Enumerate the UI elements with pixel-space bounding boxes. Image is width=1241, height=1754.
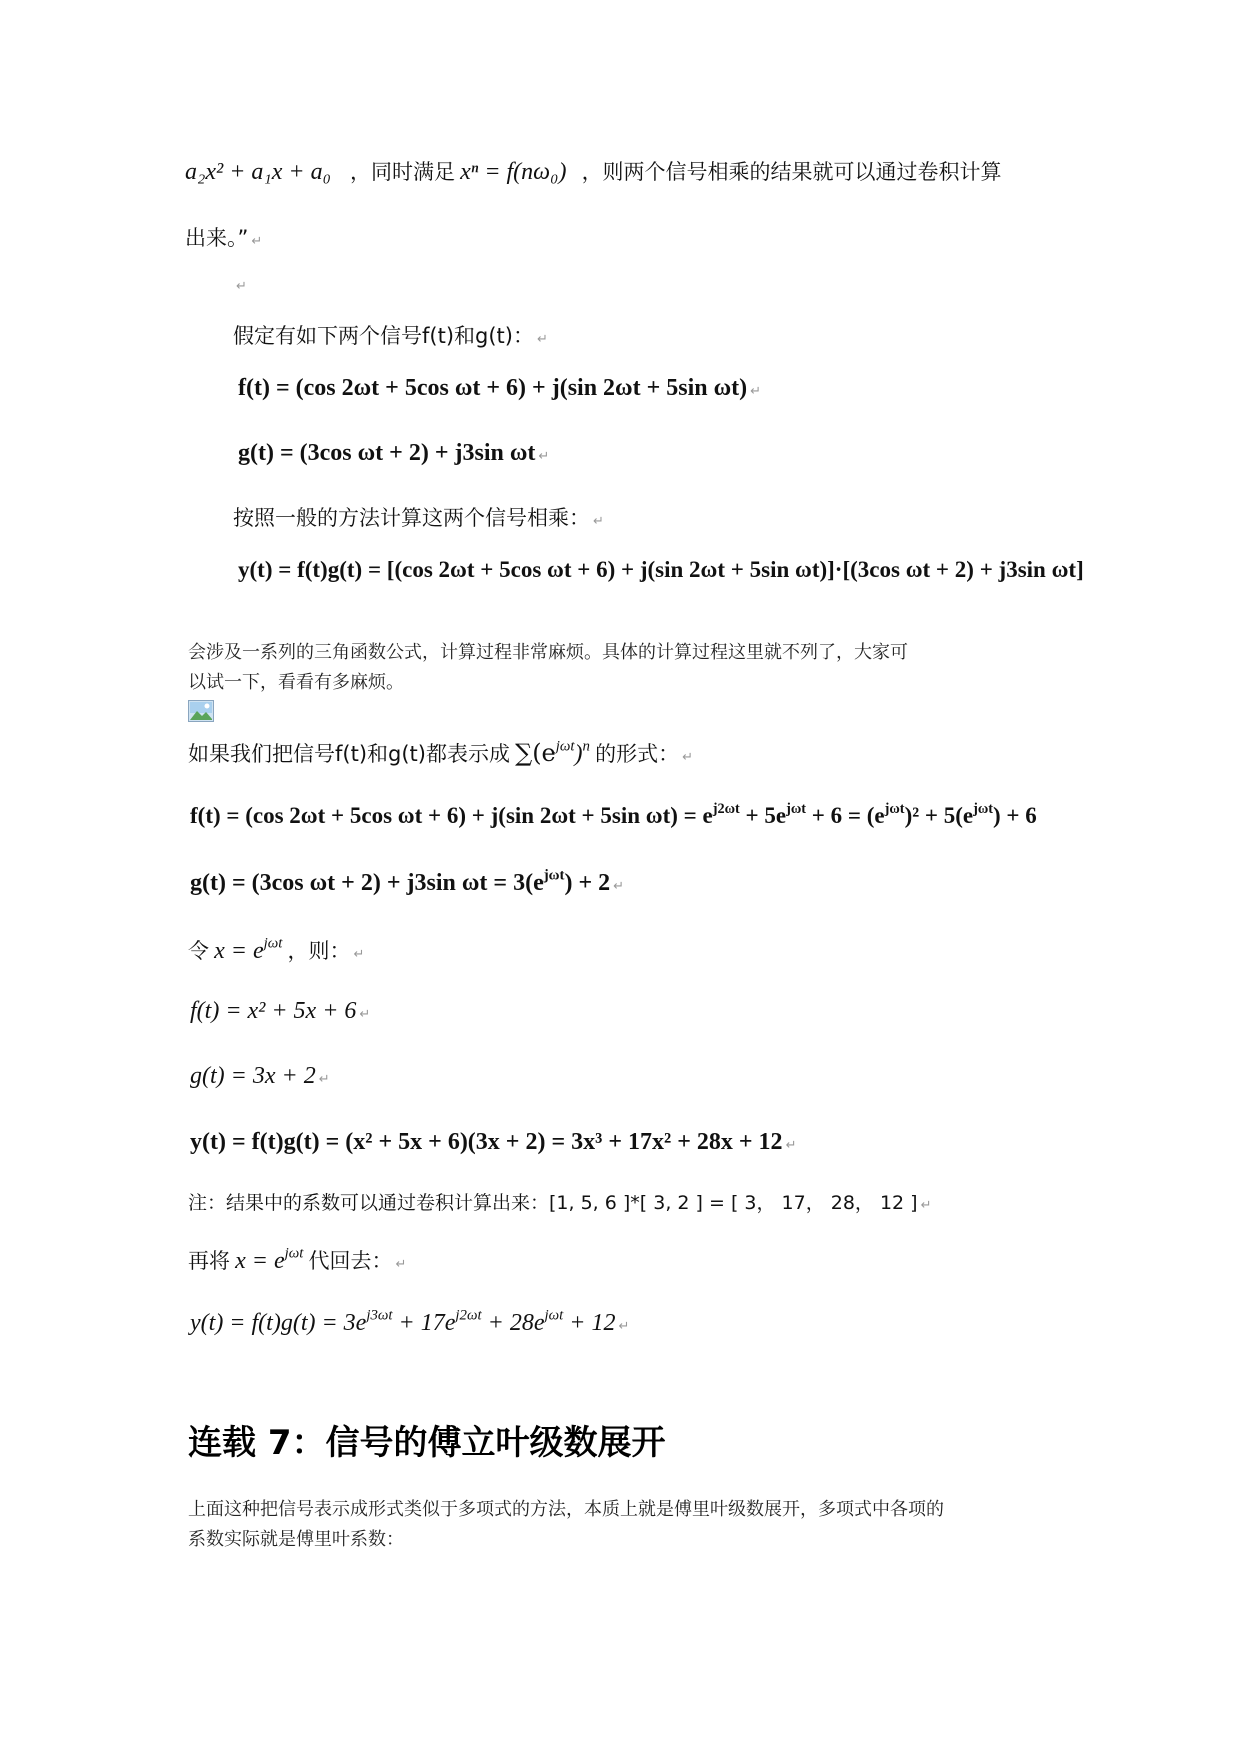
top-tail-text: ，则两个信号相乘的结果就可以通过卷积计算 — [581, 160, 1002, 184]
poly-expression: a₂x² + a₁x + a₀ — [185, 159, 331, 185]
paragraph-2-line-1: 上面这种把信号表示成形式类似于多项式的方法，本质上就是傅里叶级数展开，多项式中各项的 — [188, 1499, 944, 1520]
paragraph-mark: ↵ — [236, 279, 247, 294]
paragraph-mark: ↵ — [593, 514, 604, 529]
intro-line — [233, 320, 548, 350]
g-definition-formula: g(t) = (3cos ωt + 2) + j3sin ωt — [238, 440, 536, 466]
g-polynomial — [190, 1063, 330, 1090]
rewrite-before: 如果我们把信号f(t)和g(t)都表示成 — [188, 742, 510, 766]
method-line — [233, 502, 604, 532]
paragraph-2 — [188, 1495, 944, 1555]
paragraph-mark: ↵ — [785, 1138, 797, 1153]
top-line — [185, 156, 1002, 186]
sum-power: n — [582, 738, 590, 755]
g-exponential-formula: g(t) = (3cos ωt + 2) + j3sin $\omega t = 3(e^{j\omega t}) + 2$ — [190, 867, 611, 896]
f-polynomial-formula: f(t) = x² + 5x + 6 — [190, 998, 357, 1024]
paragraph-mark: ↵ — [251, 234, 263, 249]
empty-paragraph — [233, 275, 247, 294]
sum-exponent: jωt — [555, 738, 575, 755]
g-polynomial-formula: g(t) = 3x + 2 — [190, 1063, 316, 1089]
method-text: 按照一般的方法计算这两个信号相乘： — [233, 506, 590, 530]
substitute-prefix: 再将 — [188, 1249, 230, 1273]
top-line-2 — [185, 222, 262, 252]
y-definition-formula: y(t) = f(t)g(t) = [(cos 2ωt + 5cos ωt + 6) + j(sin 2ωt + 5sin ωt)]·[(3cos ωt + 2) + j3sin ωt] — [238, 557, 1084, 582]
substitute-expression — [235, 1245, 304, 1274]
substitute-exponent: jωt — [284, 1245, 304, 1262]
paragraph-mark: ↵ — [353, 947, 365, 962]
g-definition — [238, 440, 549, 467]
substitute-line — [188, 1245, 406, 1275]
f-exponential — [190, 803, 1037, 829]
paragraph-mark: ↵ — [318, 1072, 330, 1087]
f-definition-formula: f(t) = (cos 2ωt + 5cos ωt + 6) + j(sin 2ωt + 5sin ωt) — [238, 375, 748, 401]
rewrite-after: 的形式： — [595, 742, 680, 766]
paragraph-mark: ↵ — [538, 449, 550, 464]
substitute-suffix: 代回去： — [308, 1249, 393, 1273]
section-heading — [188, 1415, 666, 1464]
sum-base: ∑(e — [515, 739, 556, 767]
rewrite-line — [188, 738, 693, 768]
y-final — [190, 1307, 630, 1337]
sum-expression — [515, 738, 590, 767]
paragraph-mark: ↵ — [395, 1257, 407, 1272]
paragraph-2-line-2: 系数实际就是傅里叶系数： — [188, 1529, 404, 1550]
let-line — [188, 935, 364, 965]
y-polynomial — [190, 1129, 796, 1156]
top-line-2-text: 出来。” — [185, 226, 249, 250]
f-definition — [238, 375, 761, 402]
f-polynomial — [190, 998, 370, 1025]
f-exponential-formula: f(t) = (cos 2ωt + 5cos ωt + 6) + j(sin 2ωt + 5sin $\omega t) = e^{j2\omega t} + 5e^{j\omega t} + 6 = (e^{j\omega t})^2 + 5(e^{j\omega t}) + 6$ — [190, 801, 1037, 828]
let-prefix: 令 — [188, 939, 209, 963]
intro-text: 假定有如下两个信号f(t)和g(t)： — [233, 324, 534, 348]
sum-close: ) — [574, 741, 583, 767]
y-final-formula: $y(t) = f(t)g(t) = 3e^{j3\omega t} + 17e^{j2\omega t} + 28e^{j\omega t} + 12$ — [190, 1307, 616, 1336]
top-mid-text: ，同时满足 — [350, 160, 456, 184]
section-heading-text: 连载 7：信号的傅立叶级数展开 — [188, 1423, 666, 1463]
y-polynomial-formula: y(t) = f(t)g(t) = (x² + 5x + 6)(3x + 2) = 3x³ + 17x² + 28x + 12 — [190, 1129, 783, 1155]
let-base: x = e — [214, 938, 264, 964]
let-expression — [214, 935, 283, 964]
g-exponential — [190, 867, 625, 897]
y-definition — [238, 557, 1084, 583]
note-line — [188, 1188, 932, 1215]
paragraph-1-line-1: 会涉及一系列的三角函数公式，计算过程非常麻烦。具体的计算过程这里就不列了，大家可 — [188, 642, 908, 663]
let-exponent: jωt — [263, 935, 283, 952]
substitute-base: x = e — [235, 1248, 285, 1274]
paragraph-mark: ↵ — [613, 879, 625, 894]
paragraph-mark: ↵ — [359, 1007, 371, 1022]
paragraph-mark: ↵ — [536, 332, 548, 347]
paragraph-mark: ↵ — [618, 1319, 630, 1334]
paragraph-mark: ↵ — [750, 384, 762, 399]
paragraph-mark: ↵ — [920, 1198, 932, 1213]
paragraph-1 — [188, 638, 908, 698]
picture-placeholder-icon — [188, 700, 214, 722]
note-text: 注：结果中的系数可以通过卷积计算出来：[1, 5, 6 ]*[ 3, 2 ] = [ 3， 17， 28， 12 ] — [188, 1192, 918, 1214]
paragraph-1-line-2: 以试一下，看看有多麻烦。 — [188, 672, 404, 693]
paragraph-mark: ↵ — [682, 750, 693, 765]
let-suffix: ，则： — [287, 939, 351, 963]
condition-expression: xⁿ = f(nω₀) — [460, 159, 567, 185]
